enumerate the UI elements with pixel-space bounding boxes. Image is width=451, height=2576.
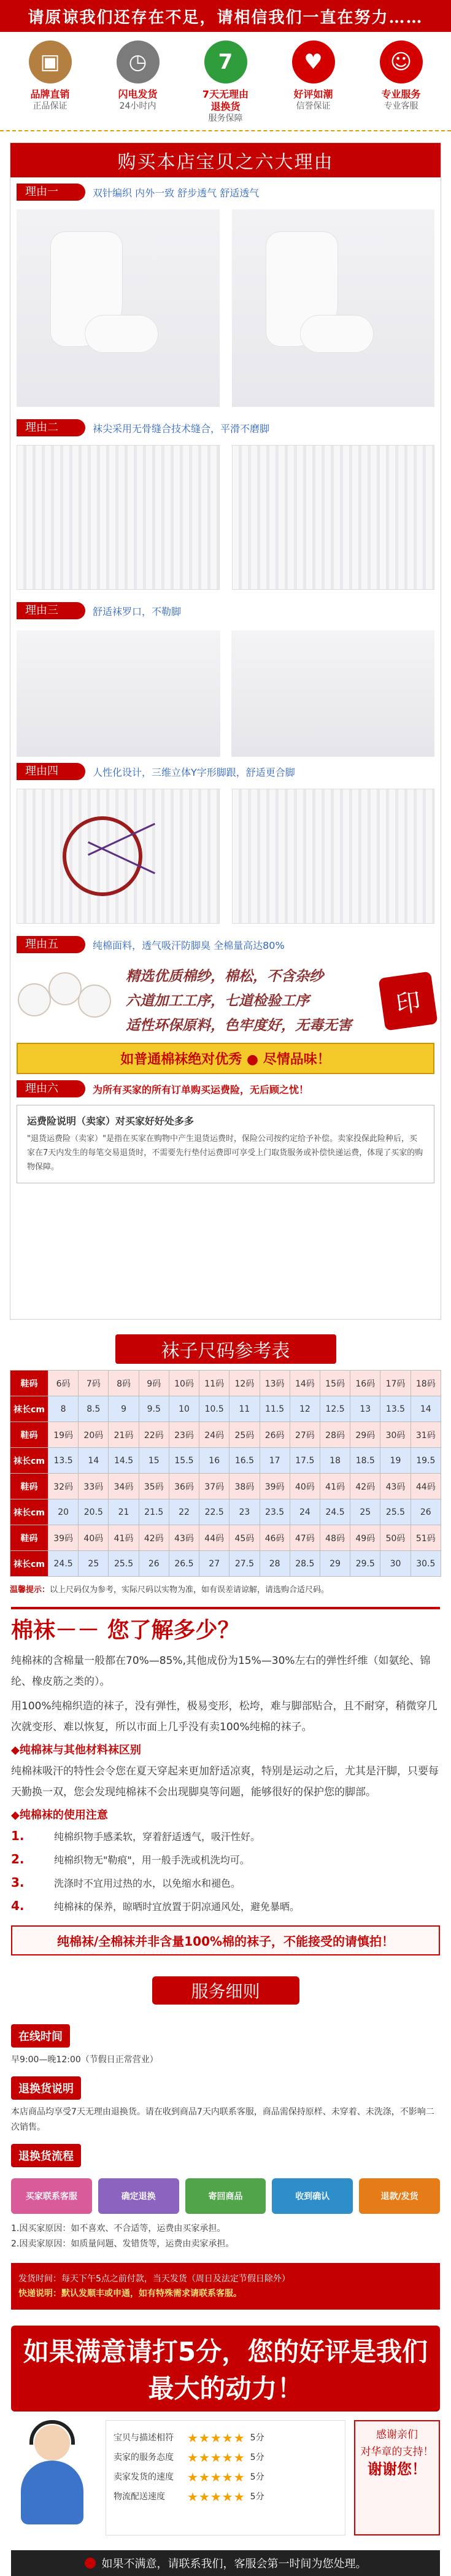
size-cell: 15	[139, 1448, 169, 1474]
size-cell: 34码	[109, 1474, 139, 1499]
thanks-line: 对华章的支持！	[360, 2446, 434, 2458]
step-text: 纯棉织物无"勒痕"，用一般手洗或机洗均可。	[54, 1854, 250, 1866]
size-cell: 41码	[320, 1474, 350, 1499]
badge-title: 7天无理由退换货	[202, 88, 249, 112]
avatar-body	[21, 2461, 83, 2524]
service-badges	[0, 32, 451, 131]
size-row-label: 鞋码	[10, 1422, 48, 1448]
insurance-text: "退货运费险（卖家）"是指在买家在购物中产生退货运费时，保险公司按约定给予补偿。卖家投保此险种后，买家在7天内发生的每笔交易退货时，不需要先行垫付运费即可享受上门取货服务或补偿快递运费，体现了买家的购物保障。	[27, 1134, 423, 1172]
cotton-warning: 如普通棉袜绝对优秀 ● 尽情品味！	[17, 1043, 434, 1074]
size-cell: 13.5	[380, 1396, 411, 1422]
rating-row	[114, 2448, 337, 2467]
process-step: 退款/发货	[359, 2178, 440, 2214]
reason-2	[10, 413, 441, 590]
service-title	[152, 1976, 299, 2005]
size-cell: 40码	[290, 1474, 320, 1499]
size-cell: 13	[350, 1396, 380, 1422]
care-steps	[11, 1828, 440, 1916]
size-cell: 15码	[320, 1371, 350, 1396]
size-cell: 23码	[169, 1422, 199, 1448]
size-cell: 21	[109, 1499, 139, 1525]
size-cell: 9码	[139, 1371, 169, 1396]
cotton-warning-bottom: 纯棉袜/全棉袜并非含量100%棉的袜子，不能接受的请慎拍！	[11, 1925, 440, 1955]
avatar-head	[34, 2425, 70, 2461]
size-cell: 25	[79, 1551, 109, 1577]
reason-text: 纯棉面料，透气吸汗防脚臭 全棉量高达80%	[93, 939, 285, 951]
rating-score: 5分	[250, 2433, 264, 2443]
size-cell: 10	[169, 1396, 199, 1422]
article-paragraph: 纯棉袜的含棉量一般都在70%—85%,其他成份为15%—30%左右的弹性纤维（如氨纶、锦纶、橡皮筋之类的）。	[11, 1655, 431, 1688]
size-cell: 18.5	[350, 1448, 380, 1474]
article-subhead: ◆纯棉袜的使用注意	[11, 1809, 108, 1822]
cotton-icon	[17, 967, 115, 1035]
thanks-line: 谢谢您！	[368, 2461, 426, 2478]
heel-photo-left	[17, 789, 220, 924]
size-cell: 27码	[290, 1422, 320, 1448]
size-cell: 20	[48, 1499, 79, 1525]
size-cell: 44码	[199, 1525, 229, 1551]
process-step: 确定退换	[98, 2178, 179, 2214]
size-cell: 14	[79, 1448, 109, 1474]
step-number: 3.	[11, 1875, 25, 1890]
size-cell: 29	[320, 1551, 350, 1577]
size-cell: 14.5	[109, 1448, 139, 1474]
reason-text: 双针编织 内外一致 舒步透气 舒适透气	[93, 187, 260, 199]
size-cell: 43码	[380, 1474, 411, 1499]
cotton-boll	[50, 973, 80, 1004]
badge-review	[289, 41, 338, 124]
footer-text: 如果不满意，请联系我们，客服会第一时间为您处理。	[101, 2558, 367, 2570]
stars-icon: ★★★★★	[187, 2450, 245, 2465]
return-notes	[11, 2221, 440, 2237]
box-icon: ▣	[29, 41, 72, 83]
size-row	[10, 1422, 441, 1448]
size-cell: 16.5	[229, 1448, 260, 1474]
step-text: 纯棉织物手感柔软，穿着舒适透气，吸汗性好。	[54, 1831, 261, 1843]
size-cell: 48码	[320, 1525, 350, 1551]
size-row-label: 鞋码	[10, 1525, 48, 1551]
size-cell: 21.5	[139, 1499, 169, 1525]
cotton-boll	[79, 986, 110, 1016]
size-cell: 14码	[290, 1371, 320, 1396]
size-cell: 10码	[169, 1371, 199, 1396]
reason-label: 理由二	[17, 419, 85, 436]
size-row-label: 袜长cm	[10, 1448, 48, 1474]
slogan: 请原谅我们还存在不足，请相信我们一直在努力……	[28, 8, 423, 27]
size-cell: 40码	[79, 1525, 109, 1551]
size-cell: 24	[290, 1499, 320, 1525]
rating-label: 卖家的服务态度	[114, 2453, 174, 2462]
cotton-promo	[17, 964, 434, 1038]
stars-icon: ★★★★★	[187, 2489, 245, 2504]
size-cell: 25.5	[109, 1551, 139, 1577]
rating-label: 卖家发货的速度	[114, 2472, 174, 2482]
size-cell: 9	[109, 1396, 139, 1422]
size-cell: 12.5	[320, 1396, 350, 1422]
size-row-label: 袜长cm	[10, 1396, 48, 1422]
service-heading: 在线时间	[11, 2024, 70, 2048]
size-cell: 26	[411, 1499, 441, 1525]
reasons-title	[10, 143, 441, 177]
size-cell: 29码	[350, 1422, 380, 1448]
promo-line: 精选优质棉纱，棉松，不含杂纱	[126, 969, 323, 984]
size-cell: 27	[199, 1551, 229, 1577]
rating-label: 宝贝与描述相符	[114, 2433, 174, 2443]
customer-service-avatar	[11, 2420, 97, 2535]
reason-label: 理由一	[17, 184, 85, 201]
size-cell: 12	[290, 1396, 320, 1422]
badge-return	[201, 41, 250, 124]
promo-line: 六道加工工序，七道检验工序	[126, 993, 309, 1009]
rating-score: 5分	[250, 2492, 264, 2502]
reason-text: 人性化设计，三维立体Y字形脚跟，舒适更合脚	[93, 766, 295, 778]
badge-service	[377, 41, 426, 124]
size-cell: 31码	[411, 1422, 441, 1448]
sock-photo-left	[17, 209, 220, 407]
process-step: 寄回商品	[185, 2178, 266, 2214]
service-title-text: 服务细则	[191, 1981, 260, 2002]
reason-5	[10, 930, 441, 1038]
size-cell: 32码	[48, 1474, 79, 1499]
size-cell: 47码	[290, 1525, 320, 1551]
tips-label: 温馨提示：	[10, 1585, 50, 1595]
return-process	[11, 2178, 440, 2214]
top-banner	[0, 0, 451, 32]
size-cell: 22	[169, 1499, 199, 1525]
size-cell: 16	[199, 1448, 229, 1474]
toe-photo-left	[17, 445, 220, 590]
process-step: 收到确认	[272, 2178, 353, 2214]
rating-row	[114, 2467, 337, 2487]
size-table	[10, 1370, 441, 1577]
reason-6	[10, 1074, 441, 1097]
size-cell: 28.5	[290, 1551, 320, 1577]
size-title	[115, 1334, 336, 1364]
size-cell: 36码	[169, 1474, 199, 1499]
heel-photos	[17, 789, 434, 924]
badge-sub: 服务保障	[208, 114, 243, 123]
size-cell: 27.5	[229, 1551, 260, 1577]
badge-title: 专业服务	[381, 88, 421, 100]
size-row	[10, 1551, 441, 1577]
badge-fast	[114, 41, 163, 124]
cuff-photo-right	[231, 630, 435, 757]
step-number: 2.	[11, 1852, 25, 1866]
size-cell: 17.5	[290, 1448, 320, 1474]
service-section	[11, 2016, 440, 2310]
rating-box	[106, 2420, 345, 2535]
size-cell: 21码	[109, 1422, 139, 1448]
size-cell: 38码	[229, 1474, 260, 1499]
size-row	[10, 1525, 441, 1551]
size-cell: 41码	[109, 1525, 139, 1551]
reason-label: 理由六	[17, 1080, 85, 1097]
article-paragraph: 用100%纯棉织造的袜子，没有弹性，极易变形，松垮，难与脚部贴合，且不耐穿，稍微穿几次就变形、难以恢复，所以市面上几乎没有卖100%纯棉的袜子。	[11, 1700, 438, 1733]
size-cell: 8	[48, 1396, 79, 1422]
rating-promo-banner: 如果满意请打5分，您的好评是我们最大的动力！	[11, 2326, 440, 2412]
size-cell: 26.5	[169, 1551, 199, 1577]
sock-photo-right	[232, 209, 435, 407]
toe-photo-right	[232, 445, 435, 590]
rating-row	[114, 2428, 337, 2448]
sock-illustration	[50, 231, 123, 347]
article-section	[11, 1607, 440, 1955]
size-cell: 11码	[199, 1371, 229, 1396]
size-cell: 8码	[109, 1371, 139, 1396]
badge-brand	[26, 41, 75, 124]
size-row	[10, 1371, 441, 1396]
reason-1	[10, 177, 441, 407]
seal-icon: 印	[378, 971, 438, 1031]
badge-sub: 信誉保证	[296, 101, 331, 111]
size-cell: 23	[229, 1499, 260, 1525]
size-cell: 26	[139, 1551, 169, 1577]
heart-icon: ♥	[292, 41, 335, 83]
promo-lines	[126, 964, 371, 1038]
size-cell: 16码	[350, 1371, 380, 1396]
service-text: 本店商品均享受7天无理由退换货。请在收到商品7天内联系客服，商品需保持原样、未穿着、未洗涤，不影响二次销售。	[11, 2107, 434, 2132]
size-row	[10, 1448, 441, 1474]
toe-photos	[17, 445, 434, 590]
badge-sub: 专业客服	[384, 101, 418, 111]
size-row	[10, 1396, 441, 1422]
step-text: 洗涤时不宜用过热的水，以免缩水和褪色。	[54, 1878, 241, 1889]
heel-photo-right	[232, 789, 435, 924]
reason-label: 理由五	[17, 936, 85, 953]
clock-icon: ◷	[117, 41, 160, 83]
size-cell: 43码	[169, 1525, 199, 1551]
size-cell: 9.5	[139, 1396, 169, 1422]
rating-label: 物流配送速度	[114, 2492, 165, 2502]
size-cell: 42码	[139, 1525, 169, 1551]
size-row-label: 鞋码	[10, 1474, 48, 1499]
article-subhead: ◆纯棉袜与其他材料袜区别	[11, 1744, 141, 1757]
size-cell: 33码	[79, 1474, 109, 1499]
size-cell: 39码	[48, 1525, 79, 1551]
size-cell: 11.5	[260, 1396, 290, 1422]
size-cell: 19.5	[411, 1448, 441, 1474]
size-cell: 51码	[411, 1525, 441, 1551]
size-cell: 24.5	[48, 1551, 79, 1577]
size-cell: 25码	[229, 1422, 260, 1448]
size-title-text: 袜子尺码参考表	[161, 1340, 290, 1362]
badge-title: 好评如潮	[293, 88, 333, 100]
size-cell: 44码	[411, 1474, 441, 1499]
cuff-photos	[17, 630, 434, 757]
size-cell: 20码	[79, 1422, 109, 1448]
size-cell: 24.5	[320, 1499, 350, 1525]
size-cell: 50码	[380, 1525, 411, 1551]
reason-label: 理由四	[17, 763, 85, 780]
size-cell: 30	[380, 1551, 411, 1577]
size-cell: 37码	[199, 1474, 229, 1499]
reasons-title-text: 购买本店宝贝之六大理由	[117, 152, 334, 173]
insurance-note	[17, 1105, 434, 1183]
footer-banner	[11, 2550, 440, 2576]
sock-illustration	[266, 231, 338, 347]
size-cell: 25.5	[380, 1499, 411, 1525]
rating-score: 5分	[250, 2472, 264, 2482]
size-cell: 46码	[260, 1525, 290, 1551]
size-cell: 23.5	[260, 1499, 290, 1525]
size-cell: 15.5	[169, 1448, 199, 1474]
size-cell: 11	[229, 1396, 260, 1422]
size-cell: 13.5	[48, 1448, 79, 1474]
size-cell: 30.5	[411, 1551, 441, 1577]
shipping-text: 发货时间：每天下午5点之前付款，当天发货（周日及法定节假日除外）	[18, 2274, 290, 2284]
size-row-label: 鞋码	[10, 1371, 48, 1396]
reason-label: 理由三	[17, 602, 85, 619]
size-cell: 26码	[260, 1422, 290, 1448]
size-cell: 20.5	[79, 1499, 109, 1525]
thanks-line: 感谢亲们	[376, 2429, 418, 2441]
size-cell: 8.5	[79, 1396, 109, 1422]
size-cell: 35码	[139, 1474, 169, 1499]
size-cell: 45码	[229, 1525, 260, 1551]
size-cell: 17码	[380, 1371, 411, 1396]
badge-title: 闪电发货	[118, 88, 158, 100]
return-note: 2.因卖家原因：如质量问题、发错货等，运费由卖家承担。	[11, 2239, 234, 2249]
size-cell: 19	[380, 1448, 411, 1474]
thanks-card	[354, 2420, 440, 2535]
size-cell: 22码	[139, 1422, 169, 1448]
size-cell: 12码	[229, 1371, 260, 1396]
reason-3	[10, 596, 441, 757]
rating-row	[114, 2487, 337, 2507]
badge-title: 品牌直销	[30, 88, 70, 100]
size-cell: 13码	[260, 1371, 290, 1396]
badge-sub: 24小时内	[119, 101, 156, 111]
size-cell: 29.5	[350, 1551, 380, 1577]
size-row	[10, 1499, 441, 1525]
rating-score: 5分	[250, 2453, 264, 2462]
smile-icon: ☺	[380, 41, 423, 83]
service-heading: 退换货说明	[11, 2076, 81, 2100]
footer-dot-icon	[85, 2558, 96, 2569]
size-cell: 39码	[260, 1474, 290, 1499]
service-text: 早9:00—晚12:00（节假日正常营业）	[11, 2055, 158, 2065]
size-cell: 18	[320, 1448, 350, 1474]
size-row-label: 袜长cm	[10, 1499, 48, 1525]
step-number: 4.	[11, 1898, 25, 1913]
insurance-title: 运费险说明（卖家）对买家好好处多多	[27, 1115, 195, 1127]
cotton-boll	[19, 984, 50, 1015]
size-cell: 6码	[48, 1371, 79, 1396]
reasons-section	[10, 142, 441, 1320]
stars-icon: ★★★★★	[187, 2431, 245, 2445]
size-cell: 28	[260, 1551, 290, 1577]
article-title: 棉袜－－ 您了解多少？	[11, 1617, 240, 1643]
size-cell: 24码	[199, 1422, 229, 1448]
tips-text: 以上尺码仅为参考，实际尺码以实物为准，如有误差请谅解，请选购合适尺码。	[50, 1585, 330, 1595]
size-cell: 7码	[79, 1371, 109, 1396]
promo-line: 适性环保原料，色牢度好，无毒无害	[126, 1018, 352, 1034]
size-cell: 19码	[48, 1422, 79, 1448]
reason-text: 为所有买家的所有订单购买运费险，无后顾之忧！	[93, 1083, 309, 1096]
size-row-label: 袜长cm	[10, 1551, 48, 1577]
stars-icon: ★★★★★	[187, 2470, 245, 2485]
reason-4	[10, 757, 441, 924]
size-cell: 17	[260, 1448, 290, 1474]
process-step: 买家联系客服	[11, 2178, 92, 2214]
size-cell: 18码	[411, 1371, 441, 1396]
size-cell: 28码	[320, 1422, 350, 1448]
size-tips	[10, 1583, 441, 1595]
size-cell: 10.5	[199, 1396, 229, 1422]
step-text: 纯棉袜的保养，晾晒时宜放置于阴凉通风处，避免暴晒。	[54, 1901, 300, 1913]
size-cell: 49码	[350, 1525, 380, 1551]
step-number: 1.	[11, 1828, 25, 1843]
ratings-section	[11, 2420, 440, 2535]
badge-sub: 正品保证	[33, 101, 67, 111]
size-cell: 30码	[380, 1422, 411, 1448]
shipping-text: 快递说明：默认发顺丰或申通，如有特殊需求请联系客服。	[18, 2289, 242, 2299]
size-cell: 22.5	[199, 1499, 229, 1525]
reason-text: 舒适袜罗口，不勒脚	[93, 605, 182, 617]
service-heading: 退换货流程	[11, 2144, 81, 2167]
size-cell: 25	[350, 1499, 380, 1525]
shipping-info	[11, 2263, 440, 2310]
cuff-photo-left	[17, 630, 220, 757]
size-cell: 14	[411, 1396, 441, 1422]
reason-text: 袜尖采用无骨缝合技术缝合，平滑不磨脚	[93, 422, 270, 435]
seven-icon: 7	[204, 41, 247, 83]
article-paragraph: 纯棉袜吸汗的特性会令您在夏天穿起来更加舒适凉爽，特别是运动之后，尤其是汗脚，只要每天勤换一双，您会发现纯棉袜不会出现脚臭等问题，能够很好的保护您的脚部。	[11, 1765, 439, 1798]
size-cell: 42码	[350, 1474, 380, 1499]
heel-circle	[63, 816, 142, 896]
size-row	[10, 1474, 441, 1499]
return-note: 1.因买家原因：如不喜欢、不合适等，运费由买家承担。	[11, 2224, 226, 2234]
sock-photos	[17, 209, 434, 407]
